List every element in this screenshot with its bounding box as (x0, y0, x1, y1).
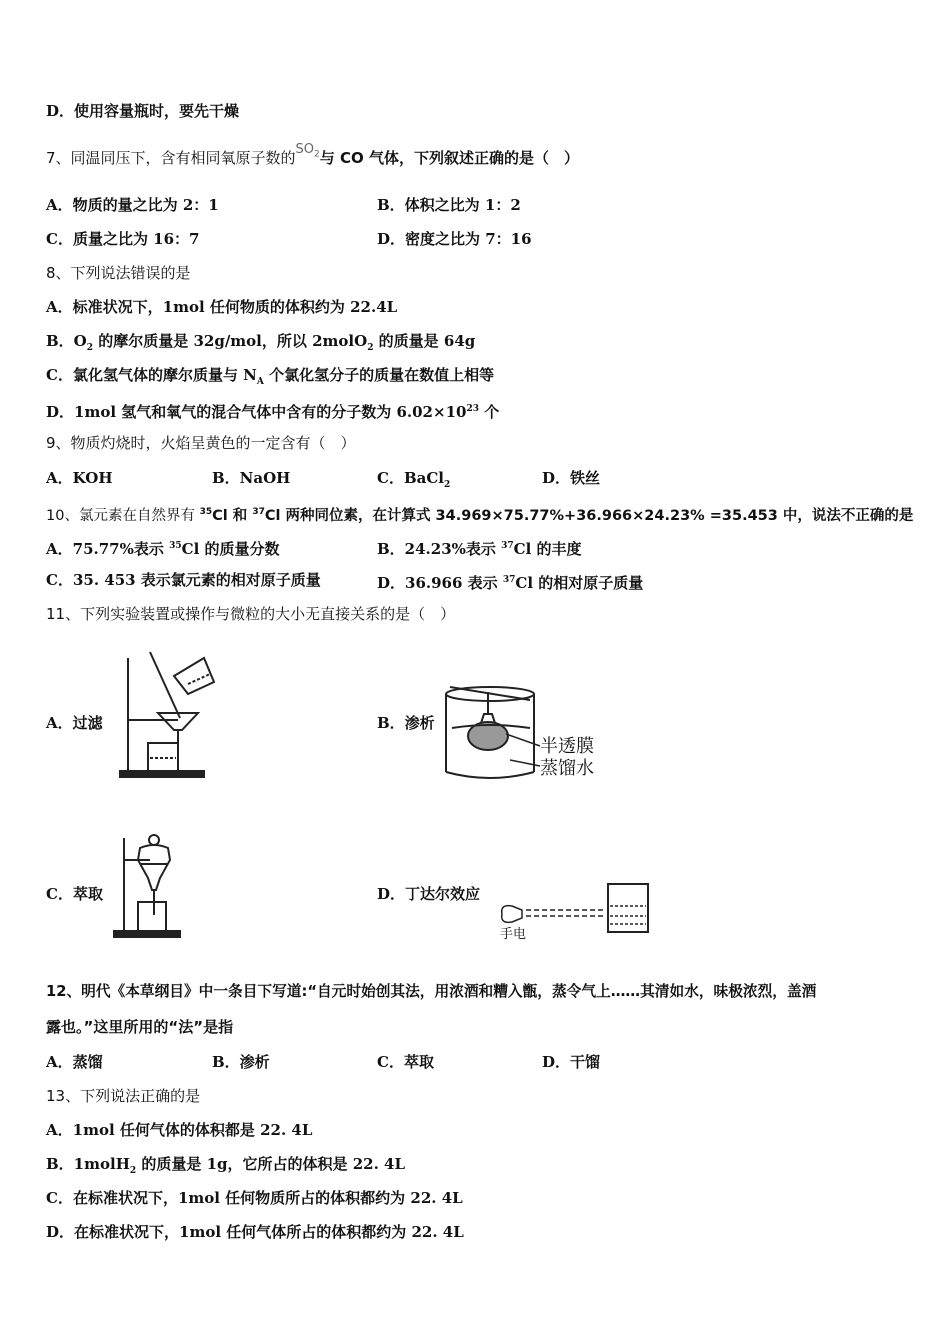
q9-option-d: D．铁丝 (542, 469, 601, 487)
q13-option-a: A．1mol 任何气体的体积都是 22. 4L (46, 1121, 313, 1139)
so2-formula: $SO_2$ (295, 142, 320, 160)
q11-option-a: A．过滤 (46, 714, 103, 732)
q8-option-c: C．氯化氢气体的摩尔质量与 $N_A$ 个氯化氢分子的质量在数值上相等 (46, 366, 495, 387)
q9-option-a: A．KOH (46, 469, 113, 487)
q8-option-a: A．标准状况下，1mol 任何物质的体积约为 22.4L (46, 298, 398, 316)
q13-option-d: D．在标准状况下，1mol 任何气体所占的体积都约为 22. 4L (46, 1223, 464, 1241)
q9-option-c: C．BaCl$_2$ (377, 469, 451, 490)
q8-option-d: D．1mol 氢气和氧气的混合气体中含有的分子数为 $6.02\times 10^{23}$ 个 (46, 403, 500, 421)
dialysis-apparatus-figure (440, 684, 610, 784)
q9-option-b: B．NaOH (212, 469, 291, 487)
q11-option-c: C．萃取 (46, 885, 103, 903)
q11-option-b: B．渗析 (377, 714, 435, 732)
q12-option-a: A．蒸馏 (46, 1053, 103, 1071)
tyndall-effect-figure (496, 880, 656, 942)
q13-option-b: B．1molH$_2$ 的质量是 1g，它所占的体积是 22. 4L (46, 1155, 406, 1176)
flashlight-icon (502, 906, 522, 923)
q11-stem: 11、下列实验装置或操作与微粒的大小无直接关系的是（ ） (46, 605, 456, 623)
q10-option-b: B．24.23%表示 $^{37}$Cl 的丰度 (377, 540, 582, 558)
q10-option-d: D．36.966 表示 $^{37}$Cl 的相对原子质量 (377, 574, 644, 592)
q7-option-a: A．物质的量之比为 2：1 (46, 196, 219, 214)
flashlight-label: 手电 (500, 927, 527, 942)
q10-option-c: C．35. 453 表示氯元素的相对原子质量 (46, 571, 321, 589)
q12-stem-line2: 露也。”这里所用的“法”是指 (46, 1018, 234, 1036)
q8-option-b: B．$O_2$ 的摩尔质量是 32g/mol，所以 2molO$_2$ 的质量是 64g (46, 332, 476, 353)
q12-stem-line1: 12、明代《本草纲目》中一条目下写道:“自元时始创其法，用浓酒和糟入甑，蒸令气上……其清如水，味极浓烈，盖酒 (46, 983, 817, 1000)
q7-option-b: B．体积之比为 1：2 (377, 196, 521, 214)
q7-option-c: C．质量之比为 16：7 (46, 230, 200, 248)
q12-option-b: B．渗析 (212, 1053, 270, 1071)
filtration-apparatus-figure (118, 648, 218, 782)
q9-stem: 9、物质灼烧时，火焰呈黄色的一定含有（ ） (46, 434, 356, 452)
q11-option-d: D．丁达尔效应 (377, 885, 481, 903)
q13-option-c: C．在标准状况下，1mol 任何物质所占的体积都约为 22. 4L (46, 1189, 463, 1207)
q12-option-d: D．干馏 (542, 1053, 601, 1071)
q8-stem: 8、下列说法错误的是 (46, 264, 191, 282)
q6-option-d: D．使用容量瓶时，要先干燥 (46, 102, 240, 120)
q7-stem: 7、同温同压下，含有相同氧原子数的$SO_2$与 CO 气体，下列叙述正确的是（ ） (46, 142, 579, 167)
extraction-apparatus-figure (110, 830, 186, 940)
q10-stem: 10、氯元素在自然界有 $^{35}$Cl 和 $^{37}$Cl 两种同位素，在计算式 34.969×75.77%+36.966×24.23% =35.453 中，说法不正确的是 (46, 507, 914, 524)
q7-option-d: D．密度之比为 7：16 (377, 230, 532, 248)
q12-option-c: C．萃取 (377, 1053, 434, 1071)
membrane-label: 半透膜 (540, 736, 594, 757)
q10-option-a: A．75.77%表示 $^{35}$Cl 的质量分数 (46, 540, 280, 558)
distilled-water-label: 蒸馏水 (540, 758, 594, 779)
q13-stem: 13、下列说法正确的是 (46, 1087, 201, 1105)
